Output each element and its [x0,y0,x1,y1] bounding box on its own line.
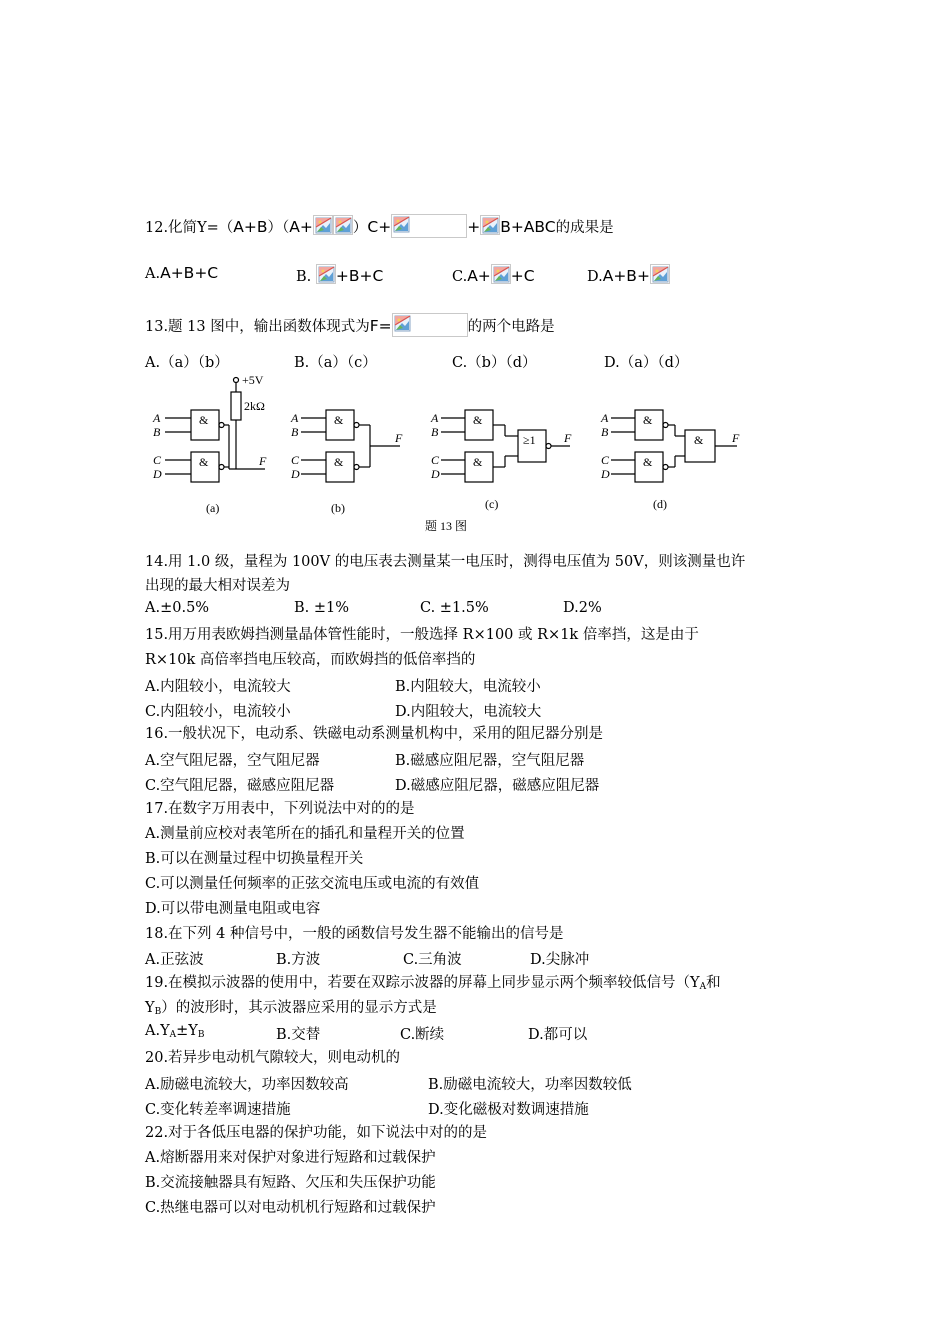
svg-text:F: F [259,454,267,468]
q19-option-c: C.断续 [400,1027,445,1043]
q19-line1: 19.在模拟示波器的使用中，若要在双踪示波器的屏幕上同步显示两个频率较低信号（$Y_A$和 [145,975,721,992]
svg-text:&: & [334,413,344,427]
svg-text:&: & [199,455,209,469]
q19-option-d: D.都可以 [528,1027,588,1043]
svg-text:C: C [431,453,440,467]
q15-option-b: B.内阻较大，电流较小 [395,679,541,695]
svg-text:A: A [291,411,299,425]
q12-option-a: A.A+B+C [145,264,219,282]
svg-text:≥1: ≥1 [523,433,536,447]
q16-option-d: D.磁感应阻尼器，磁感应阻尼器 [395,778,600,794]
q18-line1: 18.在下列 4 种信号中，一般的函数信号发生器不能输出的信号是 [145,926,564,942]
svg-text:D: D [153,467,162,481]
q14-option-a: A.±0.5% [145,600,210,616]
q14-line1: 14.用 1.0 级，量程为 100V 的电压表去测量某一电压时，测得电压值为 50V，则该测量也许 [145,554,746,570]
q13-option-d: D.（a）（d） [604,355,689,371]
broken-image-icon [650,264,670,284]
broken-image-icon [333,215,353,235]
q16-option-a: A.空气阻尼器，空气阻尼器 [145,753,320,769]
q13-stem: 13.题 13 图中，输出函数体现式为F= 的两个电路是 [145,313,555,337]
svg-text:D: D [601,467,610,481]
q18-option-b: B.方波 [276,952,321,968]
q18-option-a: A.正弦波 [145,952,204,968]
q17-option-b: B.可以在测量过程中切换量程开关 [145,851,364,867]
q19-line2: $Y_B$）的波形时，其示波器应采用的显示方式是 [145,1000,437,1017]
q13-option-a: A.（a）（b） [145,355,229,371]
svg-text:&: & [694,433,704,447]
formula-image-box [391,214,467,238]
q17-option-a: A.测量前应校对表笔所在的插孔和量程开关的位置 [145,826,465,842]
broken-image-icon [392,215,412,235]
figure-caption: 题 13 图 [425,519,468,533]
svg-text:B: B [431,425,439,439]
broken-image-icon [393,314,413,334]
svg-text:D: D [431,467,440,481]
q15-line1: 15.用万用表欧姆挡测量晶体管性能时，一般选择 R×100 或 R×1k 倍率挡，这是由于 [145,627,699,643]
broken-image-icon [313,215,333,235]
svg-text:C: C [153,453,162,467]
q13-option-b: B.（a）（c） [294,355,377,371]
q20-option-b: B.励磁电流较大，功率因数较低 [428,1077,632,1093]
broken-image-icon [480,215,500,235]
svg-text:(d): (d) [653,497,667,511]
svg-text:F: F [732,431,740,445]
svg-text:F: F [395,431,403,445]
q14-option-c: C. ±1.5% [420,600,489,616]
q20-option-a: A.励磁电流较大，功率因数较高 [145,1077,349,1093]
q13-option-c: C.（b）（d） [452,355,537,371]
svg-text:&: & [473,413,483,427]
q17-option-d: D.可以带电测量电阻或电容 [145,901,321,917]
q15-option-c: C.内阻较小，电流较小 [145,704,291,720]
q18-option-d: D.尖脉冲 [530,952,590,968]
q16-option-b: B.磁感应阻尼器，空气阻尼器 [395,753,585,769]
svg-text:&: & [643,455,653,469]
svg-text:(c): (c) [485,497,499,511]
broken-image-icon [316,264,336,284]
broken-image-icon [491,264,511,284]
q19-option-a: $A.Y_A\pm Y_B$ [145,1023,205,1040]
q20-option-d: D.变化磁极对数调速措施 [428,1102,589,1118]
q22-option-b: B.交流接触器具有短路、欠压和失压保护功能 [145,1175,436,1191]
q18-option-c: C.三角波 [403,952,462,968]
svg-text:C: C [291,453,300,467]
q16-line1: 16.一般状况下，电动系、铁磁电动系测量机构中，采用的阻尼器分别是 [145,726,604,742]
q15-option-a: A.内阻较小，电流较大 [145,679,291,695]
q12-option-b: B. +B+C [296,264,383,285]
q22-line1: 22.对于各低压电器的保护功能，如下说法中对的的是 [145,1125,488,1141]
supply-label: +5V [242,373,264,387]
q22-option-c: C.热继电器可以对电动机机行短路和过载保护 [145,1200,436,1216]
q14-line2: 出现的最大相对误差为 [145,578,290,594]
svg-text:&: & [643,413,653,427]
q15-option-d: D.内阻较大，电流较大 [395,704,542,720]
q17-line1: 17.在数字万用表中，下列说法中对的的是 [145,801,415,817]
svg-text:&: & [473,455,483,469]
q12-stem: 12.化简Y=（A+B）（A+ ）C+ + B+ABC的成果是 [145,214,614,238]
svg-text:(b): (b) [331,501,345,515]
svg-text:A: A [431,411,439,425]
svg-text:B: B [601,425,609,439]
q20-line1: 20.若异步电动机气隙较大，则电动机的 [145,1050,401,1066]
q12-option-c: C.A+ +C [452,264,535,285]
formula-image-box [392,313,468,337]
q14-option-b: B. ±1% [294,600,350,616]
q20-option-c: C.变化转差率调速措施 [145,1102,291,1118]
logic-circuit-figure [145,372,765,537]
q19-option-b: B.交替 [276,1027,321,1043]
svg-text:A: A [153,411,161,425]
q22-option-a: A.熔断器用来对保护对象进行短路和过载保护 [145,1150,436,1166]
svg-text:B: B [153,425,161,439]
q16-option-c: C.空气阻尼器，磁感应阻尼器 [145,778,335,794]
svg-text:C: C [601,453,610,467]
svg-text:&: & [199,413,209,427]
svg-text:A: A [601,411,609,425]
svg-text:&: & [334,455,344,469]
q12-option-d: D.A+B+ [587,264,670,285]
svg-text:D: D [291,467,300,481]
svg-text:F: F [564,431,572,445]
q15-line2: R×10k 高倍率挡电压较高，而欧姆挡的低倍率挡的 [145,652,476,668]
svg-text:B: B [291,425,299,439]
resistor-label: 2kΩ [244,399,265,413]
q14-option-d: D.2% [563,600,602,616]
svg-text:(a): (a) [206,501,220,515]
q17-option-c: C.可以测量任何频率的正弦交流电压或电流的有效值 [145,876,480,892]
